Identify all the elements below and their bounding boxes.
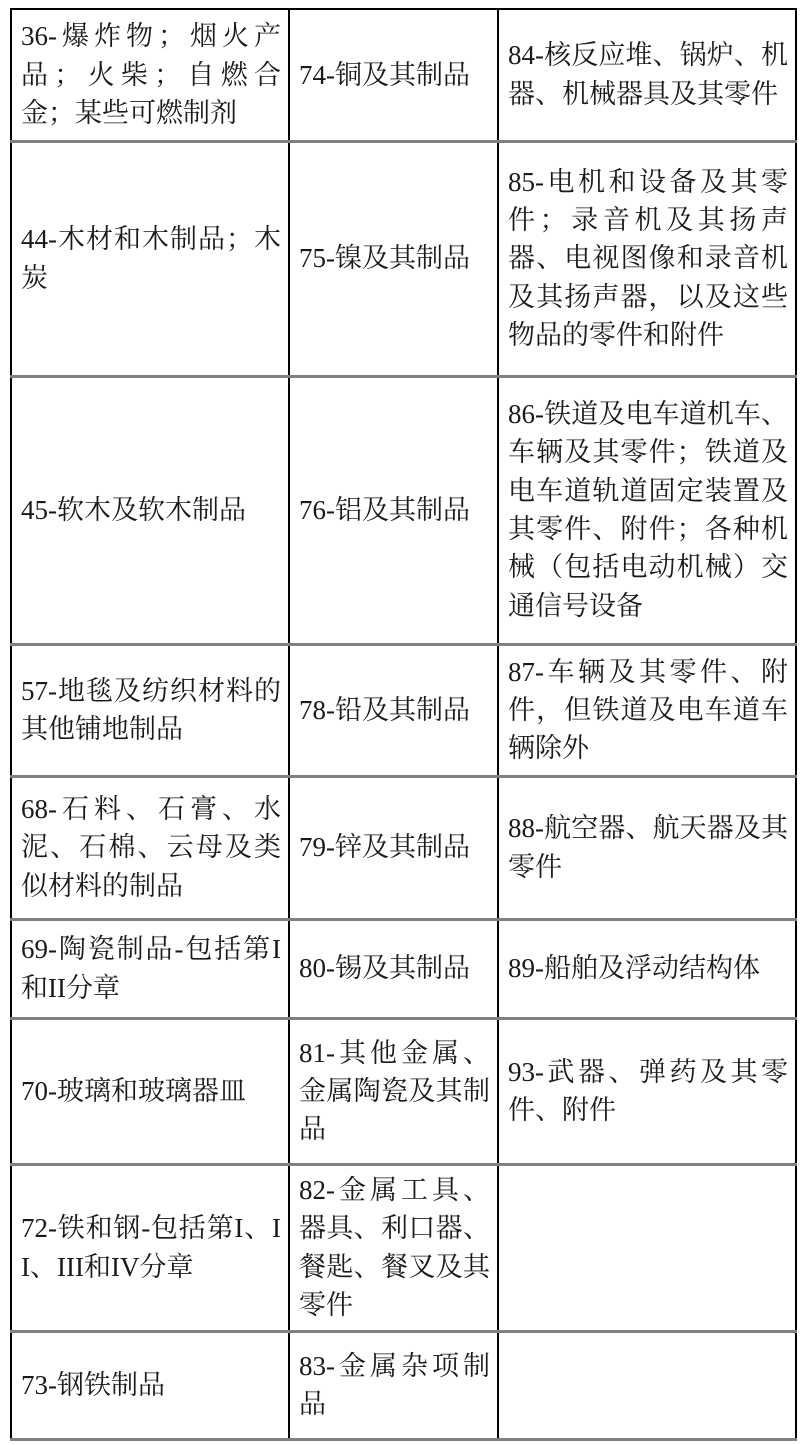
table-cell: 75-镍及其制品	[289, 141, 498, 376]
table-cell: 84-核反应堆、锅炉、机器、机械器具及其零件	[498, 9, 796, 141]
table-row	[11, 919, 796, 1018]
table-cell: 82-金属工具、器具、利口器、餐匙、餐叉及其零件	[289, 1164, 498, 1331]
table-cell: 78-铅及其制品	[289, 644, 498, 776]
table-cell: 36-爆炸物；烟火产品；火柴；自燃合金；某些可燃制剂	[11, 9, 289, 141]
table-row	[11, 9, 796, 141]
table-cell: 74-铜及其制品	[289, 9, 498, 141]
table-cell: 93-武器、弹药及其零件、附件	[498, 1018, 796, 1164]
table-cell: 83-金属杂项制品	[289, 1331, 498, 1439]
table-cell: 86-铁道及电车道机车、车辆及其零件；铁道及电车道轨道固定装置及其零件、附件；各种机械（包括电动机械）交通信号设备	[498, 376, 796, 644]
table-cell: 44-木材和木制品；木炭	[11, 141, 289, 376]
table-row	[11, 1164, 796, 1331]
table-row	[11, 1331, 796, 1439]
hs-chapter-table	[10, 8, 797, 1441]
table-cell: 89-船舶及浮动结构体	[498, 919, 796, 1018]
table-cell	[498, 1164, 796, 1331]
table-cell: 85-电机和设备及其零件；录音机及其扬声器、电视图像和录音机及其扬声器，以及这些物品的零件和附件	[498, 141, 796, 376]
table-cell: 69-陶瓷制品-包括第I和II分章	[11, 919, 289, 1018]
table-row	[11, 376, 796, 644]
table-row	[11, 141, 796, 376]
table-cell: 73-钢铁制品	[11, 1331, 289, 1439]
table-row	[11, 644, 796, 776]
table-cell: 68-石料、石膏、水泥、石棉、云母及类似材料的制品	[11, 776, 289, 919]
table-cell: 76-铝及其制品	[289, 376, 498, 644]
table-cell: 45-软木及软木制品	[11, 376, 289, 644]
table-cell: 79-锌及其制品	[289, 776, 498, 919]
table-cell: 57-地毯及纺织材料的其他铺地制品	[11, 644, 289, 776]
table-cell: 70-玻璃和玻璃器皿	[11, 1018, 289, 1164]
table-cell: 87-车辆及其零件、附件，但铁道及电车道车辆除外	[498, 644, 796, 776]
table-cell: 72-铁和钢-包括第I、II、III和IV分章	[11, 1164, 289, 1331]
table-cell	[498, 1331, 796, 1439]
table-cell: 80-锡及其制品	[289, 919, 498, 1018]
table-row	[11, 1018, 796, 1164]
table-cell: 88-航空器、航天器及其零件	[498, 776, 796, 919]
table-cell: 81-其他金属、金属陶瓷及其制品	[289, 1018, 498, 1164]
table-row	[11, 776, 796, 919]
